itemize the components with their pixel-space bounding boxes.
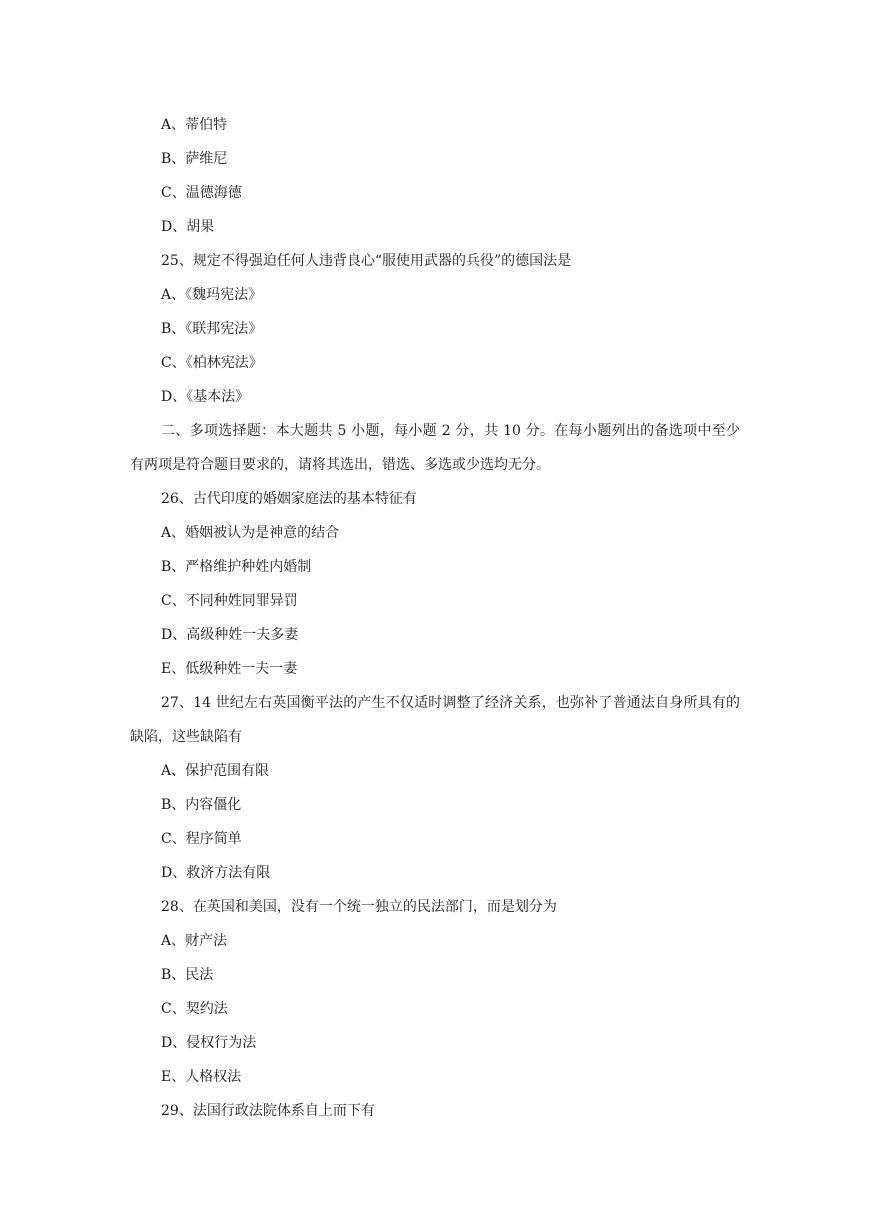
- q24-option-a: A、蒂伯特: [161, 117, 228, 133]
- q29-stem: 29、法国行政法院体系自上而下有: [161, 1103, 375, 1119]
- q25-option-a: A、《魏玛宪法》: [161, 287, 263, 303]
- q25-option-c: C、《柏林宪法》: [161, 355, 263, 371]
- q26-option-a: A、婚姻被认为是神意的结合: [161, 525, 340, 541]
- document-content: [130, 108, 740, 1128]
- q24-option-d: D、胡果: [161, 219, 215, 235]
- q26-option-e: E、低级种姓一夫一妻: [161, 661, 298, 677]
- q24-option-c: C、温德海德: [161, 185, 242, 201]
- q28-option-b: B、民法: [161, 967, 214, 983]
- q28-option-d: D、侵权行为法: [161, 1035, 257, 1051]
- q25-option-b: B、《联邦宪法》: [161, 321, 263, 337]
- q27-option-b: B、内容僵化: [161, 797, 242, 813]
- q28-stem: 28、在英国和美国，没有一个统一独立的民法部门，而是划分为: [161, 899, 557, 915]
- q24-option-b: B、萨维尼: [161, 151, 228, 167]
- q25-option-d: D、《基本法》: [161, 389, 250, 405]
- q25-stem: 25、规定不得强迫任何人违背良心“服使用武器的兵役”的德国法是: [161, 253, 572, 269]
- q27-stem: 27、14 世纪左右英国衡平法的产生不仅适时调整了经济关系，也弥补了普通法自身所具有的缺陷，这些缺陷有: [130, 695, 740, 745]
- q27-option-a: A、保护范围有限: [161, 763, 270, 779]
- q26-option-b: B、严格维护种姓内婚制: [161, 559, 312, 575]
- q27-option-d: D、救济方法有限: [161, 865, 271, 881]
- q26-option-c: C、不同种姓同罪异罚: [161, 593, 298, 609]
- section2-intro: 二、多项选择题：本大题共 5 小题，每小题 2 分，共 10 分。在每小题列出的备选项中至少有两项是符合题目要求的，请将其选出，错选、多选或少选均无分。: [130, 423, 740, 473]
- q28-option-c: C、契约法: [161, 1001, 228, 1017]
- q26-option-d: D、高级种姓一夫多妻: [161, 627, 299, 643]
- q28-option-e: E、人格权法: [161, 1069, 242, 1085]
- q27-option-c: C、程序简单: [161, 831, 242, 847]
- q26-stem: 26、古代印度的婚姻家庭法的基本特征有: [161, 491, 417, 507]
- q28-option-a: A、财产法: [161, 933, 228, 949]
